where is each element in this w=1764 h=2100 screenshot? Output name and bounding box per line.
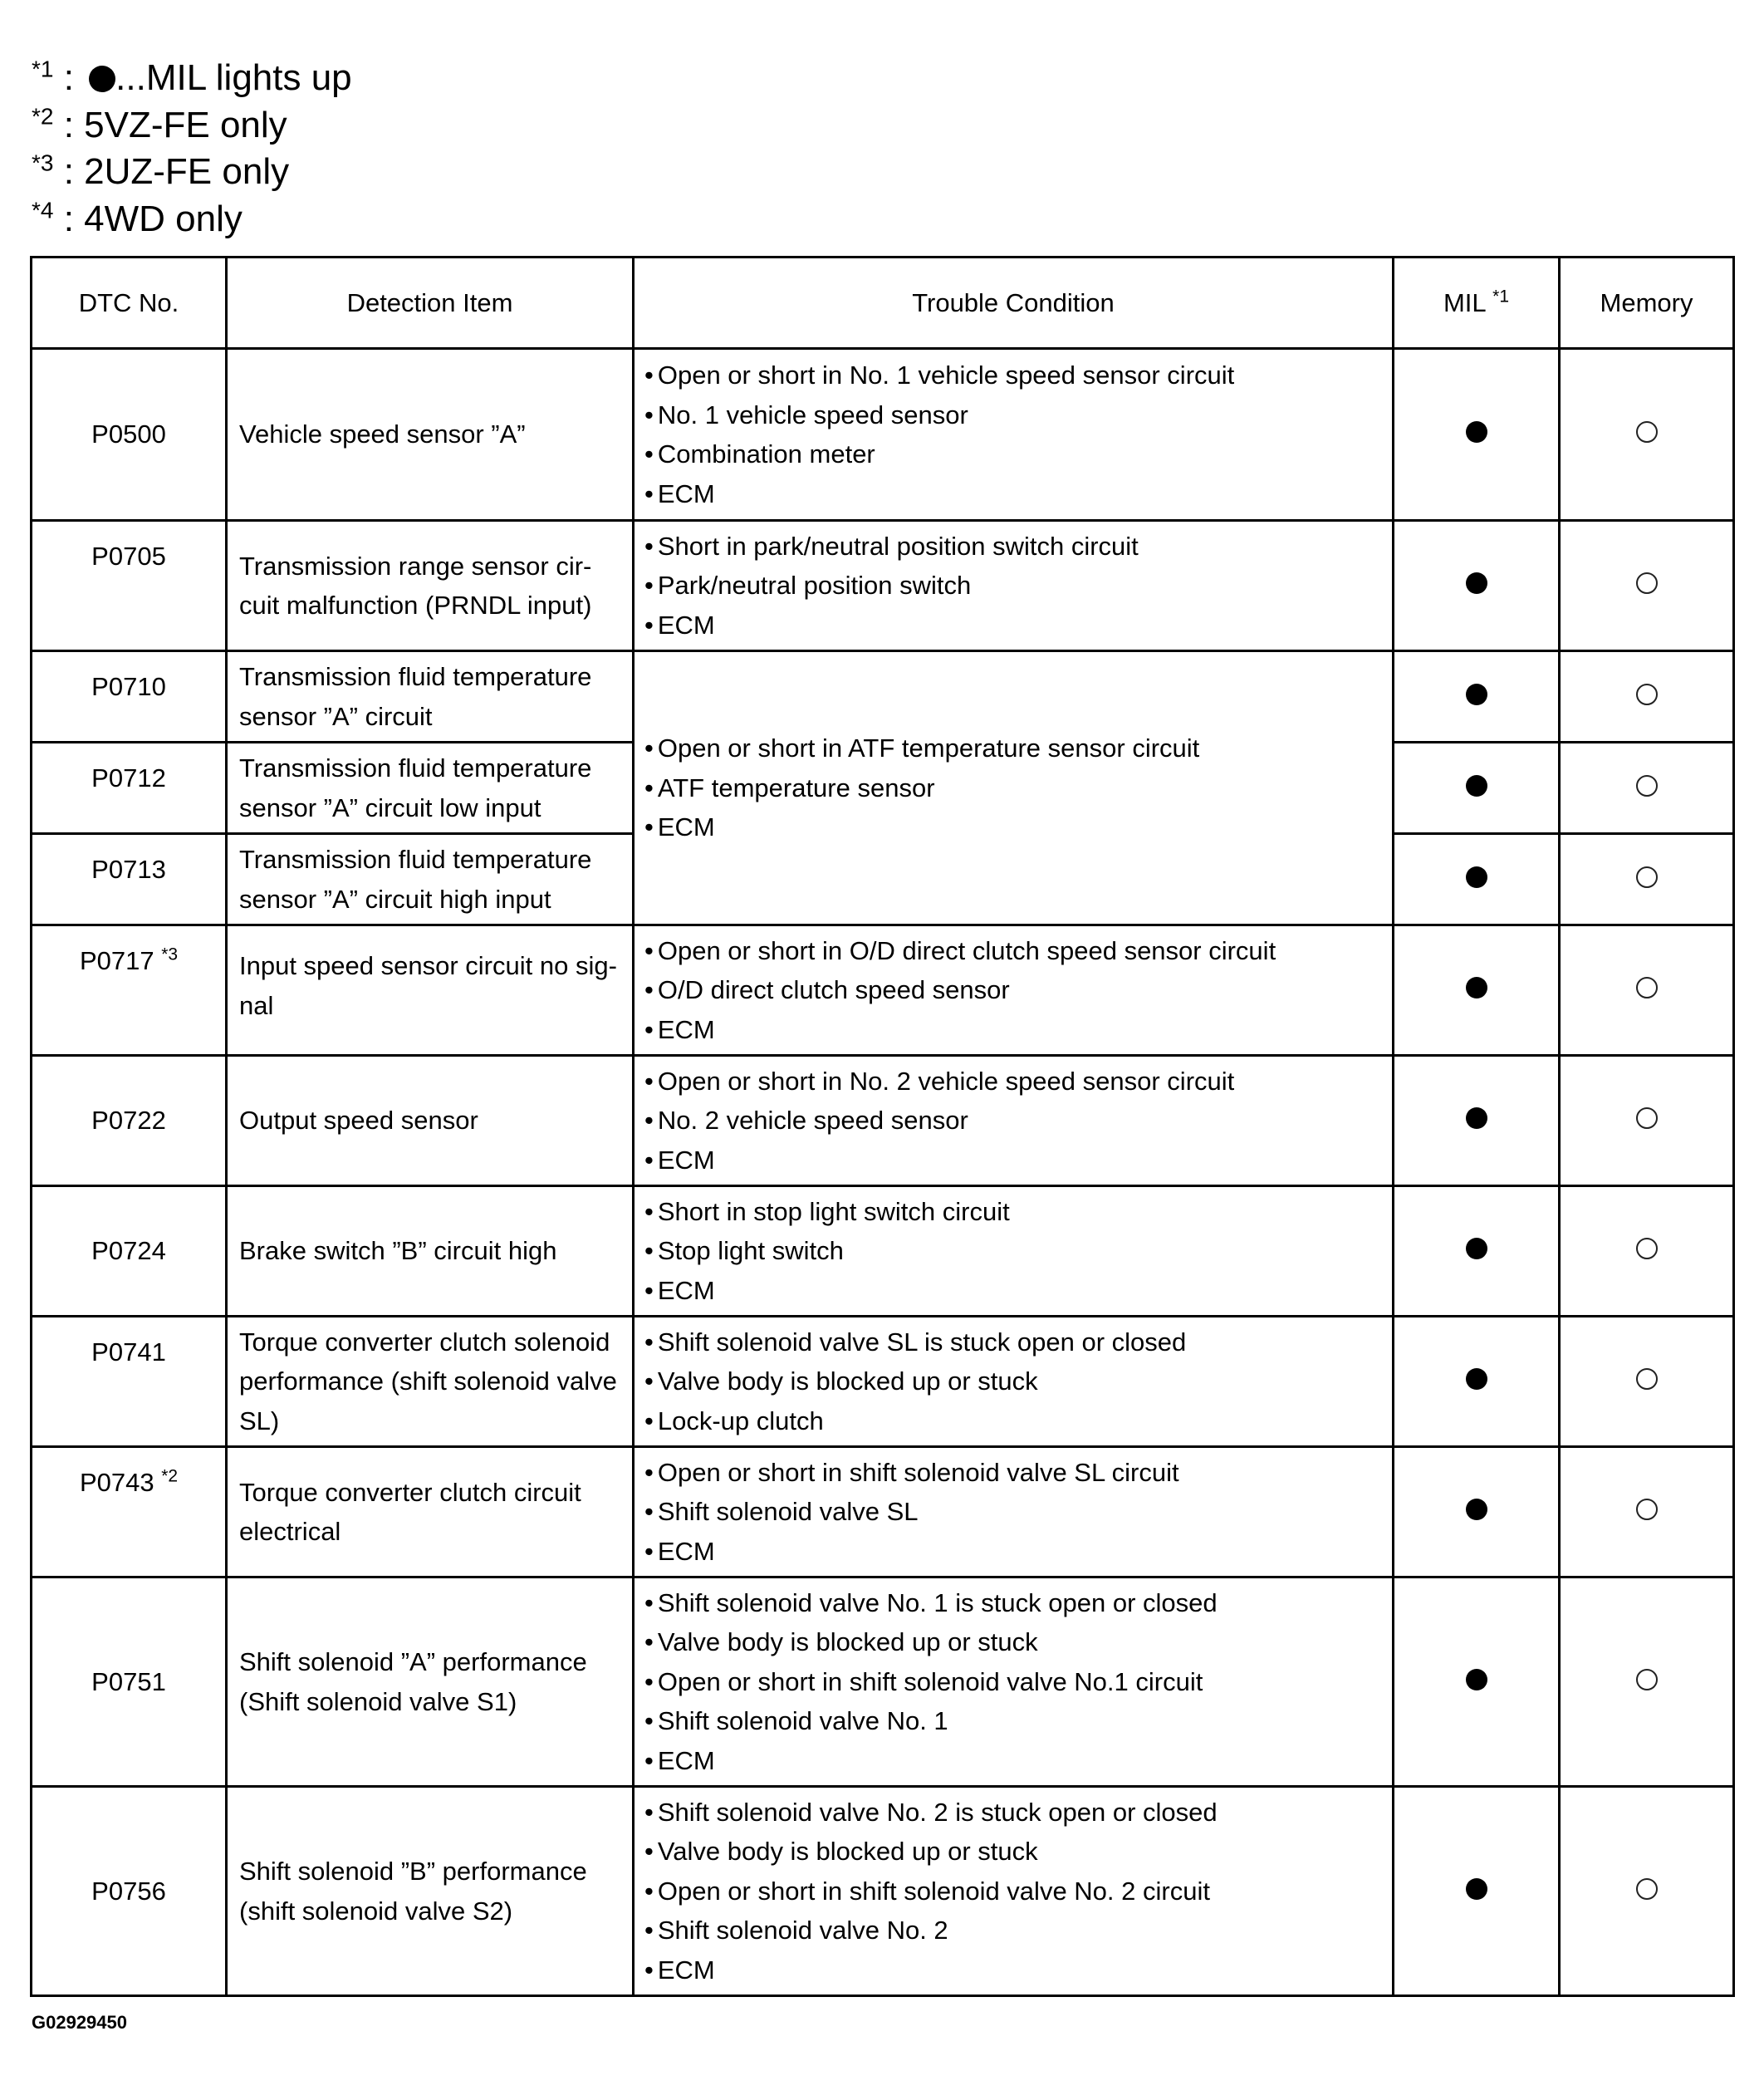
memory-cell: [1560, 521, 1734, 651]
condition-item: • ECM: [644, 1741, 1385, 1781]
trouble-condition: [634, 1317, 1394, 1447]
condition-item: • Open or short in O/D direct clutch speed sensor circuit: [644, 931, 1385, 971]
condition-item: • Valve body is blocked up or stuck: [644, 1362, 1385, 1401]
condition-item: • ECM: [644, 1532, 1385, 1572]
open-circle-icon: [1636, 1878, 1658, 1900]
memory-cell: [1560, 743, 1734, 834]
detection-item: Transmission fluid temperature sensor ”A” circuit high input: [227, 834, 634, 925]
dtc-code-text: P0724: [91, 1236, 166, 1265]
dtc-code: [32, 925, 227, 1056]
open-circle-icon: [1636, 977, 1658, 998]
dtc-code-text: P0751: [91, 1666, 166, 1696]
filled-circle-icon: [1466, 684, 1487, 705]
table-row: [32, 1787, 1734, 1996]
dtc-code: [32, 834, 227, 925]
dtc-code: [32, 349, 227, 521]
mil-cell: [1394, 1317, 1560, 1447]
figure-id: G02929450: [32, 2012, 127, 2033]
dtc-code: [32, 1056, 227, 1186]
detection-item: Transmission range sensor cir-cuit malfunction (PRNDL input): [227, 521, 634, 651]
condition-item: • Shift solenoid valve No. 1 is stuck open or closed: [644, 1583, 1385, 1623]
dtc-code: [32, 1787, 227, 1996]
mil-cell: [1394, 521, 1560, 651]
filled-circle-icon: [89, 66, 115, 92]
trouble-condition: [634, 1577, 1394, 1787]
note-mark: *3: [32, 150, 54, 176]
memory-cell: [1560, 1186, 1734, 1317]
dtc-code: [32, 1577, 227, 1787]
note-mark: *2: [32, 102, 54, 129]
memory-cell: [1560, 1317, 1734, 1447]
condition-item: • Short in park/neutral position switch circuit: [644, 527, 1385, 567]
memory-cell: [1560, 1787, 1734, 1996]
note-2: $^{*2}$ : 5VZ-FE only: [32, 102, 287, 145]
footnote-legend: [32, 55, 352, 243]
memory-cell: [1560, 925, 1734, 1056]
filled-circle-icon: [1466, 421, 1487, 443]
table-row: [32, 925, 1734, 1056]
condition-item: • Open or short in shift solenoid valve SL circuit: [644, 1453, 1385, 1493]
dtc-code-text: P0710: [91, 672, 166, 701]
condition-item: • Open or short in shift solenoid valve No.1 circuit: [644, 1662, 1385, 1702]
table-row: [32, 1317, 1734, 1447]
mil-cell: [1394, 1447, 1560, 1577]
note-text: ...MIL lights up: [115, 57, 352, 98]
condition-item: • ECM: [644, 1010, 1385, 1050]
header-mil-note: *1: [1492, 287, 1509, 307]
trouble-condition: [634, 1056, 1394, 1186]
open-circle-icon: [1636, 421, 1658, 443]
mil-cell: [1394, 349, 1560, 521]
condition-item: • Short in stop light switch circuit: [644, 1192, 1385, 1232]
detection-item: Torque converter clutch circuit electrical: [227, 1447, 634, 1577]
condition-item: • Stop light switch: [644, 1231, 1385, 1271]
trouble-condition: [634, 651, 1394, 925]
condition-item: • No. 1 vehicle speed sensor: [644, 395, 1385, 435]
mil-cell: [1394, 1186, 1560, 1317]
table-row: [32, 1186, 1734, 1317]
memory-cell: [1560, 1577, 1734, 1787]
table-row: [32, 1056, 1734, 1186]
header-memory: Memory: [1560, 258, 1734, 349]
dtc-code-text: P0722: [91, 1106, 166, 1135]
condition-item: • Valve body is blocked up or stuck: [644, 1832, 1385, 1872]
filled-circle-icon: [1466, 1107, 1487, 1129]
open-circle-icon: [1636, 775, 1658, 797]
dtc-code: [32, 743, 227, 834]
detection-item: Transmission fluid temperature sensor ”A” circuit: [227, 651, 634, 743]
header-row: [32, 258, 1734, 349]
note-text: 4WD only: [84, 198, 243, 239]
header-item: Detection Item: [227, 258, 634, 349]
table-row: [32, 349, 1734, 521]
trouble-condition: [634, 349, 1394, 521]
condition-item: • ECM: [644, 807, 1385, 847]
condition-item: • ECM: [644, 474, 1385, 514]
condition-item: • Open or short in shift solenoid valve No. 2 circuit: [644, 1872, 1385, 1911]
note-mark: *4: [32, 196, 54, 223]
condition-item: • Shift solenoid valve No. 1: [644, 1701, 1385, 1741]
detection-item: Transmission fluid temperature sensor ”A” circuit low input: [227, 743, 634, 834]
dtc-code-text: P0500: [91, 420, 166, 449]
open-circle-icon: [1636, 1107, 1658, 1129]
open-circle-icon: [1636, 1669, 1658, 1690]
note-text: 2UZ-FE only: [84, 151, 290, 192]
detection-item: Input speed sensor circuit no sig-nal: [227, 925, 634, 1056]
filled-circle-icon: [1466, 1238, 1487, 1259]
filled-circle-icon: [1466, 775, 1487, 797]
open-circle-icon: [1636, 684, 1658, 705]
filled-circle-icon: [1466, 1669, 1487, 1690]
open-circle-icon: [1636, 1499, 1658, 1520]
note-4: $^{*4}$ : 4WD only: [32, 196, 243, 239]
filled-circle-icon: [1466, 1368, 1487, 1390]
condition-item: • Valve body is blocked up or stuck: [644, 1622, 1385, 1662]
table-row: [32, 1577, 1734, 1787]
filled-circle-icon: [1466, 572, 1487, 594]
condition-item: • Shift solenoid valve SL is stuck open or closed: [644, 1322, 1385, 1362]
memory-cell: [1560, 651, 1734, 743]
open-circle-icon: [1636, 572, 1658, 594]
trouble-condition: [634, 1787, 1394, 1996]
dtc-code-text: P0717: [79, 946, 154, 975]
dtc-code-note: *3: [161, 945, 179, 964]
memory-cell: [1560, 834, 1734, 925]
filled-circle-icon: [1466, 1878, 1487, 1900]
table-row: [32, 1447, 1734, 1577]
condition-item: • Combination meter: [644, 434, 1385, 474]
dtc-code-text: P0712: [91, 763, 166, 792]
table-row: [32, 521, 1734, 651]
filled-circle-icon: [1466, 1499, 1487, 1520]
dtc-code-text: P0713: [91, 855, 166, 884]
condition-item: • Lock-up clutch: [644, 1401, 1385, 1441]
note-3: $^{*3}$ : 2UZ-FE only: [32, 150, 290, 192]
note-mark: *1: [32, 56, 54, 82]
memory-cell: [1560, 1056, 1734, 1186]
mil-cell: [1394, 925, 1560, 1056]
condition-item: • Open or short in ATF temperature sensor circuit: [644, 729, 1385, 768]
detection-item: Output speed sensor: [227, 1056, 634, 1186]
condition-item: • Open or short in No. 1 vehicle speed sensor circuit: [644, 356, 1385, 395]
note-text: 5VZ-FE only: [84, 104, 287, 145]
condition-item: • ECM: [644, 1271, 1385, 1311]
trouble-condition: [634, 925, 1394, 1056]
detection-item: Brake switch ”B” circuit high: [227, 1186, 634, 1317]
trouble-condition: [634, 1186, 1394, 1317]
condition-item: • ATF temperature sensor: [644, 768, 1385, 808]
mil-cell: [1394, 651, 1560, 743]
mil-cell: [1394, 834, 1560, 925]
dtc-code: [32, 1186, 227, 1317]
header-mil: [1394, 258, 1560, 349]
header-condition: Trouble Condition: [634, 258, 1394, 349]
mil-cell: [1394, 1577, 1560, 1787]
condition-item: • No. 2 vehicle speed sensor: [644, 1101, 1385, 1141]
dtc-code: [32, 1317, 227, 1447]
note-1: $^{*1}$ : ...MIL lights up: [32, 56, 352, 98]
mil-cell: [1394, 1056, 1560, 1186]
detection-item: Shift solenoid ”B” performance (shift solenoid valve S2): [227, 1787, 634, 1996]
condition-item: • Shift solenoid valve No. 2: [644, 1911, 1385, 1950]
table-row: [32, 651, 1734, 743]
condition-item: • Shift solenoid valve No. 2 is stuck open or closed: [644, 1793, 1385, 1833]
dtc-code-text: P0705: [91, 542, 166, 571]
memory-cell: [1560, 349, 1734, 521]
filled-circle-icon: [1466, 866, 1487, 888]
dtc-code-note: *2: [161, 1466, 179, 1486]
dtc-table: [30, 256, 1735, 1997]
dtc-code-text: P0741: [91, 1337, 166, 1366]
trouble-condition: [634, 1447, 1394, 1577]
dtc-code: [32, 651, 227, 743]
detection-item: Vehicle speed sensor ”A”: [227, 349, 634, 521]
open-circle-icon: [1636, 1368, 1658, 1390]
dtc-code: [32, 521, 227, 651]
open-circle-icon: [1636, 1238, 1658, 1259]
condition-item: • ECM: [644, 1950, 1385, 1990]
condition-item: • ECM: [644, 606, 1385, 645]
condition-item: • Open or short in No. 2 vehicle speed sensor circuit: [644, 1062, 1385, 1102]
header-mil-label: MIL: [1443, 287, 1486, 317]
filled-circle-icon: [1466, 977, 1487, 998]
dtc-code-text: P0743: [79, 1468, 154, 1497]
header-dtc: DTC No.: [32, 258, 227, 349]
memory-cell: [1560, 1447, 1734, 1577]
condition-item: • Shift solenoid valve SL: [644, 1492, 1385, 1532]
trouble-condition: [634, 521, 1394, 651]
mil-cell: [1394, 1787, 1560, 1996]
condition-item: • Park/neutral position switch: [644, 566, 1385, 606]
dtc-code-text: P0756: [91, 1876, 166, 1906]
mil-cell: [1394, 743, 1560, 834]
dtc-code: [32, 1447, 227, 1577]
detection-item: Shift solenoid ”A” performance (Shift solenoid valve S1): [227, 1577, 634, 1787]
open-circle-icon: [1636, 866, 1658, 888]
condition-item: • ECM: [644, 1141, 1385, 1180]
condition-item: • O/D direct clutch speed sensor: [644, 970, 1385, 1010]
detection-item: Torque converter clutch solenoid performance (shift solenoid valve SL): [227, 1317, 634, 1447]
